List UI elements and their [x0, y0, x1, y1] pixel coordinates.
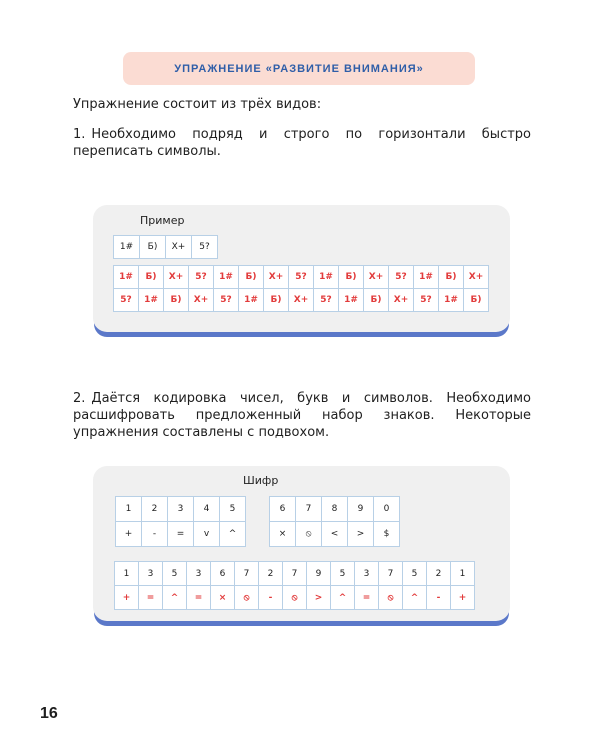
key-right-digit-cell: 8 — [321, 496, 348, 522]
key-left-symbol-cell: + — [115, 521, 142, 547]
example-grid — [113, 265, 488, 311]
key-right-symbol-cell: > — [347, 521, 374, 547]
task-digit-cell: 2 — [426, 561, 451, 586]
task-digit-cell: 3 — [186, 561, 211, 586]
task-digit-cell: 6 — [210, 561, 235, 586]
example-cell: 1# — [213, 265, 239, 289]
task-symbol-cell: = — [138, 585, 163, 610]
task-symbol-cell: - — [258, 585, 283, 610]
task-digit-cell: 3 — [138, 561, 163, 586]
key-left-digit-row — [115, 496, 245, 521]
key-left-symbol-cell: = — [167, 521, 194, 547]
key-right-symbol-cell: × — [269, 521, 296, 547]
task-digit-cell: 9 — [306, 561, 331, 586]
example-cell: Б) — [438, 265, 464, 289]
example-cell: 5? — [313, 288, 339, 312]
task-symbol-cell: = — [354, 585, 379, 610]
example-sample-cell: Б) — [139, 235, 166, 259]
key-right-digit-cell: 7 — [295, 496, 322, 522]
task-symbol-cell: ^ — [402, 585, 427, 610]
example-cell: Б) — [363, 288, 389, 312]
example-row — [113, 288, 488, 311]
task-symbol-cell: + — [450, 585, 475, 610]
task-symbol-cell: ^ — [330, 585, 355, 610]
example-row — [113, 265, 488, 288]
cipher-card — [93, 466, 510, 621]
key-left-digit-cell: 4 — [193, 496, 220, 522]
task-digit-cell: 1 — [450, 561, 475, 586]
item-1-number: 1. — [73, 127, 86, 142]
example-cell: Б) — [463, 288, 489, 312]
example-cell: Б) — [138, 265, 164, 289]
example-cell: 1# — [413, 265, 439, 289]
task-symbol-cell: + — [114, 585, 139, 610]
example-cell: 5? — [388, 265, 414, 289]
example-sample-cell: 5? — [191, 235, 218, 259]
task-symbol-cell: = — [186, 585, 211, 610]
example-cell: Х+ — [188, 288, 214, 312]
key-left-digit-cell: 3 — [167, 496, 194, 522]
task-symbol-row — [114, 585, 474, 609]
key-right-digit-cell: 9 — [347, 496, 374, 522]
example-cell: 5? — [188, 265, 214, 289]
example-cell: Х+ — [263, 265, 289, 289]
example-cell: 5? — [113, 288, 139, 312]
task-symbol-cell: - — [426, 585, 451, 610]
page-number: 16 — [40, 705, 58, 722]
cipher-title: Шифр — [243, 474, 279, 487]
example-cell: Х+ — [463, 265, 489, 289]
cipher-task — [114, 561, 474, 609]
key-left-symbol-cell: - — [141, 521, 168, 547]
example-title: Пример — [140, 214, 185, 227]
example-cell: Х+ — [363, 265, 389, 289]
example-sample-cell: Х+ — [165, 235, 192, 259]
cipher-key-right — [269, 496, 399, 546]
task-digit-cell: 3 — [354, 561, 379, 586]
example-cell: 1# — [313, 265, 339, 289]
example-cell: 5? — [213, 288, 239, 312]
example-cell: Б) — [163, 288, 189, 312]
task-digit-cell: 5 — [330, 561, 355, 586]
task-digit-cell: 7 — [378, 561, 403, 586]
task-symbol-cell: ⦸ — [378, 585, 403, 610]
item-2-text: Даётся кодировка чисел, букв и символов. Необходимо расшифровать предложенный набор знаков. Некоторые упражнения составлены с подвохом. — [73, 391, 531, 440]
key-left-symbol-cell: v — [193, 521, 220, 547]
key-right-digit-row — [269, 496, 399, 521]
task-symbol-cell: > — [306, 585, 331, 610]
example-cell: 1# — [113, 265, 139, 289]
example-cell: 5? — [288, 265, 314, 289]
key-left-digit-cell: 5 — [219, 496, 246, 522]
key-right-symbol-row — [269, 521, 399, 546]
key-right-digit-cell: 6 — [269, 496, 296, 522]
key-left-symbol-row — [115, 521, 245, 546]
example-cell: Б) — [263, 288, 289, 312]
example-sample-cell: 1# — [113, 235, 140, 259]
example-cell: Б) — [338, 265, 364, 289]
key-left-symbol-cell: ^ — [219, 521, 246, 547]
exercise-title-banner: УПРАЖНЕНИЕ «РАЗВИТИЕ ВНИМАНИЯ» — [123, 52, 475, 85]
example-card — [93, 205, 510, 332]
key-right-symbol-cell: < — [321, 521, 348, 547]
example-cell: 1# — [438, 288, 464, 312]
task-symbol-cell: × — [210, 585, 235, 610]
example-cell: Х+ — [388, 288, 414, 312]
key-right-symbol-cell: ⦸ — [295, 521, 322, 547]
task-digit-cell: 5 — [402, 561, 427, 586]
example-cell: Х+ — [288, 288, 314, 312]
example-cell: 1# — [138, 288, 164, 312]
task-digit-cell: 2 — [258, 561, 283, 586]
intro-text: Упражнение состоит из трёх видов: — [73, 97, 322, 112]
item-2 — [73, 390, 531, 441]
task-digit-cell: 7 — [282, 561, 307, 586]
example-cell: 1# — [338, 288, 364, 312]
key-right-digit-cell: 0 — [373, 496, 400, 522]
example-cell: 1# — [238, 288, 264, 312]
key-right-symbol-cell: $ — [373, 521, 400, 547]
example-cell: Б) — [238, 265, 264, 289]
item-2-number: 2. — [73, 391, 86, 406]
item-1 — [73, 126, 531, 160]
key-left-digit-cell: 1 — [115, 496, 142, 522]
task-digit-cell: 7 — [234, 561, 259, 586]
example-cell: 5? — [413, 288, 439, 312]
task-digit-row — [114, 561, 474, 585]
task-digit-cell: 1 — [114, 561, 139, 586]
key-left-digit-cell: 2 — [141, 496, 168, 522]
task-digit-cell: 5 — [162, 561, 187, 586]
cipher-key-left — [115, 496, 245, 546]
task-symbol-cell: ⦸ — [282, 585, 307, 610]
example-cell: Х+ — [163, 265, 189, 289]
item-1-text: Необходимо подряд и строго по горизонтали быстро переписать символы. — [73, 127, 531, 159]
task-symbol-cell: ^ — [162, 585, 187, 610]
task-symbol-cell: ⦸ — [234, 585, 259, 610]
example-sample — [113, 235, 217, 258]
